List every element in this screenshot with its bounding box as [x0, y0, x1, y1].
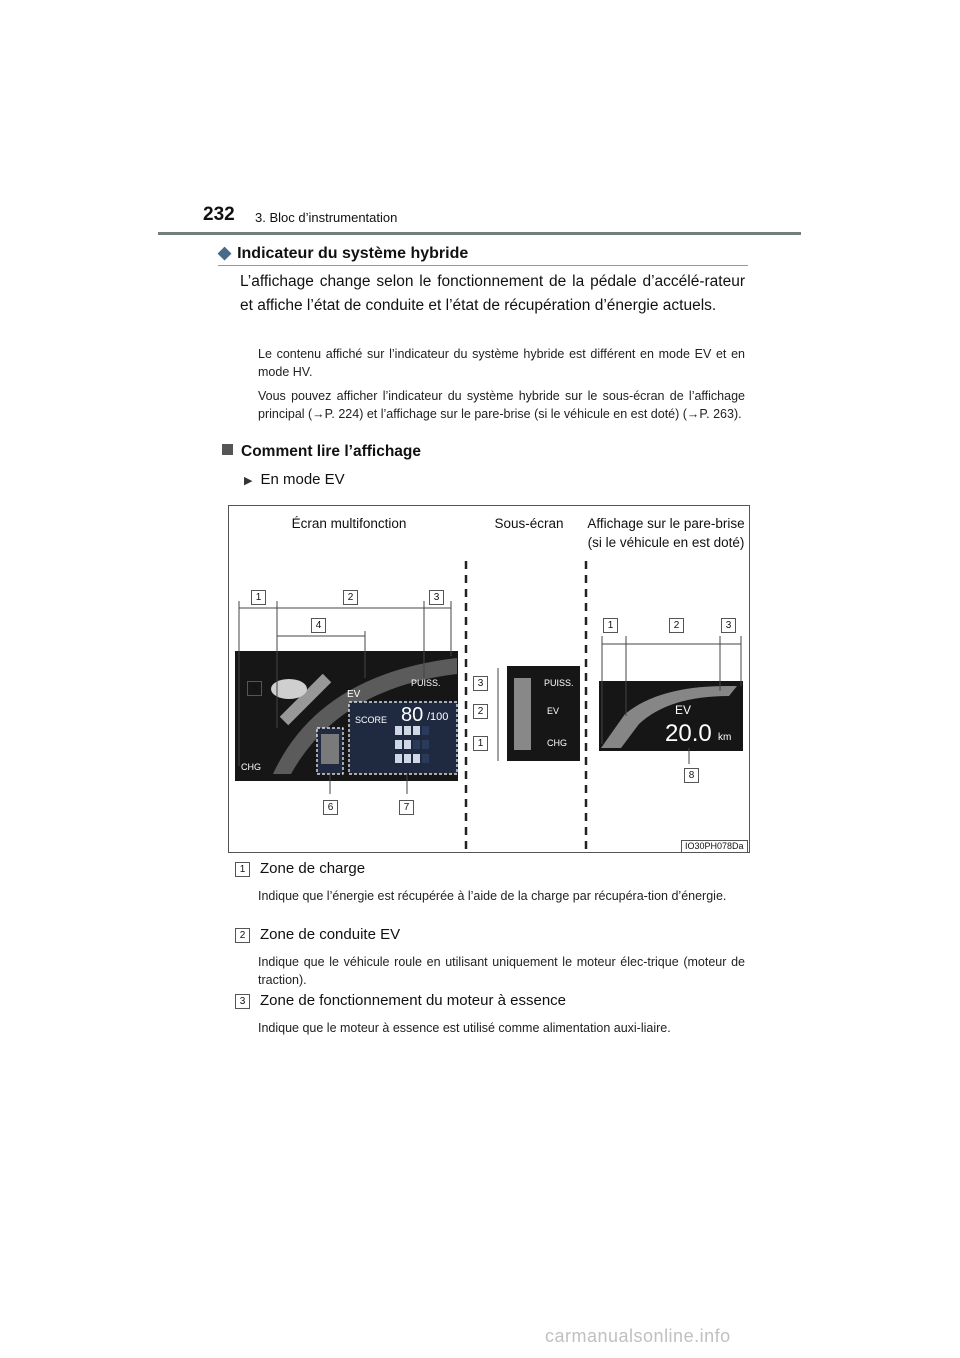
running-head: 3. Bloc d’instrumentation — [255, 210, 398, 225]
diamond-icon: ◆ — [218, 243, 232, 262]
item-number: 3 — [235, 994, 250, 1009]
label-multi-display: Écran multifonction — [291, 516, 407, 531]
sub-puiss-label: PUISS. — [544, 678, 574, 688]
multi-info-display — [235, 651, 458, 781]
ev-label: EV — [347, 689, 361, 700]
callout: 7 — [399, 800, 414, 815]
callout: 2 — [473, 704, 488, 719]
play-arrow-icon: ▶ — [244, 475, 253, 487]
ev-badge-icon — [271, 679, 307, 699]
intro-paragraph: L’affichage change selon le fonctionnement de la pédale d’accélé-rateur et affiche l’état de conduite et l’état de récupération d’énergie actuels. — [240, 273, 745, 314]
item-number: 2 — [235, 928, 250, 943]
item-title — [235, 992, 566, 1009]
puiss-label: PUISS. — [411, 678, 441, 688]
note-paragraph: Vous pouvez afficher l’indicateur du système hybride sur le sous-écran de l’affichage principal (→P. 224) et l’affichage sur le pare-brise (si le véhicule en est doté) (→P. 263). — [258, 389, 745, 421]
subsection-title-text: Comment lire l’affichage — [241, 443, 422, 460]
label-sub-screen: Sous-écran — [494, 516, 564, 531]
section-rule — [218, 265, 748, 266]
mode-label-text: En mode EV — [260, 471, 345, 488]
item-number: 1 — [235, 862, 250, 877]
hud-unit: km — [718, 732, 732, 743]
callout: 3 — [473, 676, 488, 691]
sub-ev-label: EV — [547, 706, 560, 716]
score-label: SCORE — [355, 715, 388, 725]
item-description: Indique que l’énergie est récupérée à l’aide de la charge par récupéra-tion d’énergie. — [258, 889, 727, 903]
item-title-text: Zone de conduite EV — [260, 926, 401, 943]
sub-chg-label: CHG — [547, 738, 567, 748]
item-description: Indique que le véhicule roule en utilisant uniquement le moteur élec-trique (moteur de traction). — [258, 955, 745, 987]
callout: 6 — [323, 800, 338, 815]
figure-code: IO30PH078Da — [681, 840, 748, 853]
subsection-title — [222, 443, 421, 461]
note-paragraph: Le contenu affiché sur l’indicateur du système hybride est différent en mode EV et en mode HV. — [258, 347, 745, 379]
chg-label: CHG — [241, 762, 261, 772]
callout: 1 — [603, 618, 618, 633]
figure — [228, 505, 750, 853]
callout: 3 — [721, 618, 736, 633]
page-number: 232 — [203, 204, 235, 225]
header-rule — [158, 232, 801, 235]
section-title — [218, 243, 468, 263]
label-hud: Affichage sur le pare-brise (si le véhicule en est doté) — [587, 516, 745, 550]
item-title — [235, 860, 365, 877]
item-title-text: Zone de fonctionnement du moteur à essence — [260, 992, 567, 1009]
section-title-text: Indicateur du système hybride — [237, 245, 469, 262]
score-max: /100 — [427, 711, 449, 723]
callout: 2 — [343, 590, 358, 605]
callout: 2 — [669, 618, 684, 633]
hud-value: 20.0 — [665, 720, 712, 747]
hud-ev-label: EV — [675, 703, 692, 717]
watermark: carmanualsonline.info — [545, 1326, 731, 1346]
score-value: 80 — [401, 704, 424, 726]
callout: 3 — [429, 590, 444, 605]
square-bullet-icon — [222, 444, 233, 455]
figure-graphics — [229, 506, 749, 852]
item-title-text: Zone de charge — [260, 860, 366, 877]
callout: 5 — [247, 681, 262, 696]
item-description: Indique que le moteur à essence est utilisé comme alimentation auxi-liaire. — [258, 1021, 671, 1035]
mode-label — [244, 471, 345, 488]
callout: 1 — [251, 590, 266, 605]
callout: 1 — [473, 736, 488, 751]
callout: 8 — [684, 768, 699, 783]
item-title — [235, 926, 400, 943]
callout: 4 — [311, 618, 326, 633]
